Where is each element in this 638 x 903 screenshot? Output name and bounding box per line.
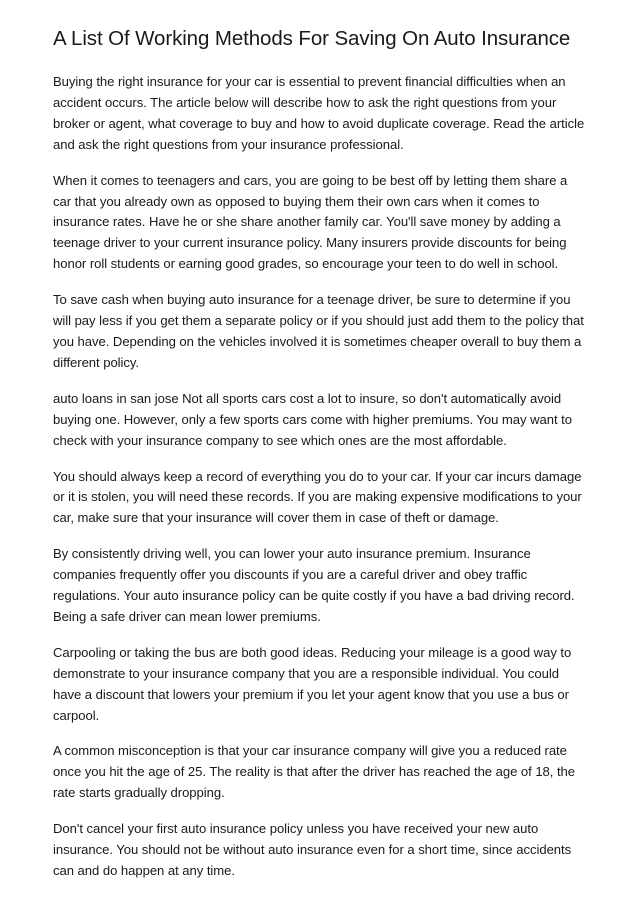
document-title: A List Of Working Methods For Saving On Auto Insurance xyxy=(53,27,571,50)
paragraph: A common misconception is that your car insurance company will give you a reduced rate once you hit the age of 25. The reality is that after the driver has reached the age of 18, the rate starts gradually dropping. xyxy=(53,743,576,801)
paragraph: Buying the right insurance for your car is essential to prevent financial difficulties when an accident occurs. The article below will describe how to ask the right questions from your broker or agent, what coverage to buy and how to avoid duplicate coverage. Read the article and ask the right questions from your insurance professional. xyxy=(53,74,585,152)
paragraph: auto loans in san jose Not all sports cars cost a lot to insure, so don't automatically avoid buying one. However, only a few sports cars come with higher premiums. You may want to check with your insurance company to see which ones are the most affordable. xyxy=(53,390,572,448)
paragraph: By consistently driving well, you can lower your auto insurance premium. Insurance companies frequently offer you discounts if you are a careful driver and obey traffic regulations. Your auto insurance policy can be quite costly if you have a bad driving record. Being a safe driver can mean lower premiums. xyxy=(53,546,575,624)
paragraph: You should always keep a record of everything you do to your car. If your car incurs damage or it is stolen, you will need these records. If you are making expensive modifications to your car, make sure that your insurance will cover them in case of theft or damage. xyxy=(53,468,582,526)
paragraph: Don't cancel your first auto insurance policy unless you have received your new auto insurance. You should not be without auto insurance even for a short time, since accidents can and do happen at any time. xyxy=(53,821,572,878)
paragraph: When it comes to teenagers and cars, you are going to be best off by letting them share a car that you already own as opposed to buying them their own cars when it comes to insurance rates. Have he or she share another family car. You'll save money by adding a teenage driver to your current insurance policy. Many insurers provide discounts for being honor roll students or earning good grades, so encourage your teen to do well in school. xyxy=(53,172,568,272)
paragraph: To save cash when buying auto insurance for a teenage driver, be sure to determine if you will pay less if you get them a separate policy or if you should just add them to the policy that you have. Depending on the vehicles involved it is sometimes cheaper overall to buy them a different policy. xyxy=(53,292,584,370)
document-page xyxy=(53,26,585,897)
paragraph: Carpooling or taking the bus are both good ideas. Reducing your mileage is a good way to demonstrate to your insurance company that you are a responsible individual. You could have a discount that lowers your premium if you let your agent know that you use a bus or carpool. xyxy=(53,644,572,723)
